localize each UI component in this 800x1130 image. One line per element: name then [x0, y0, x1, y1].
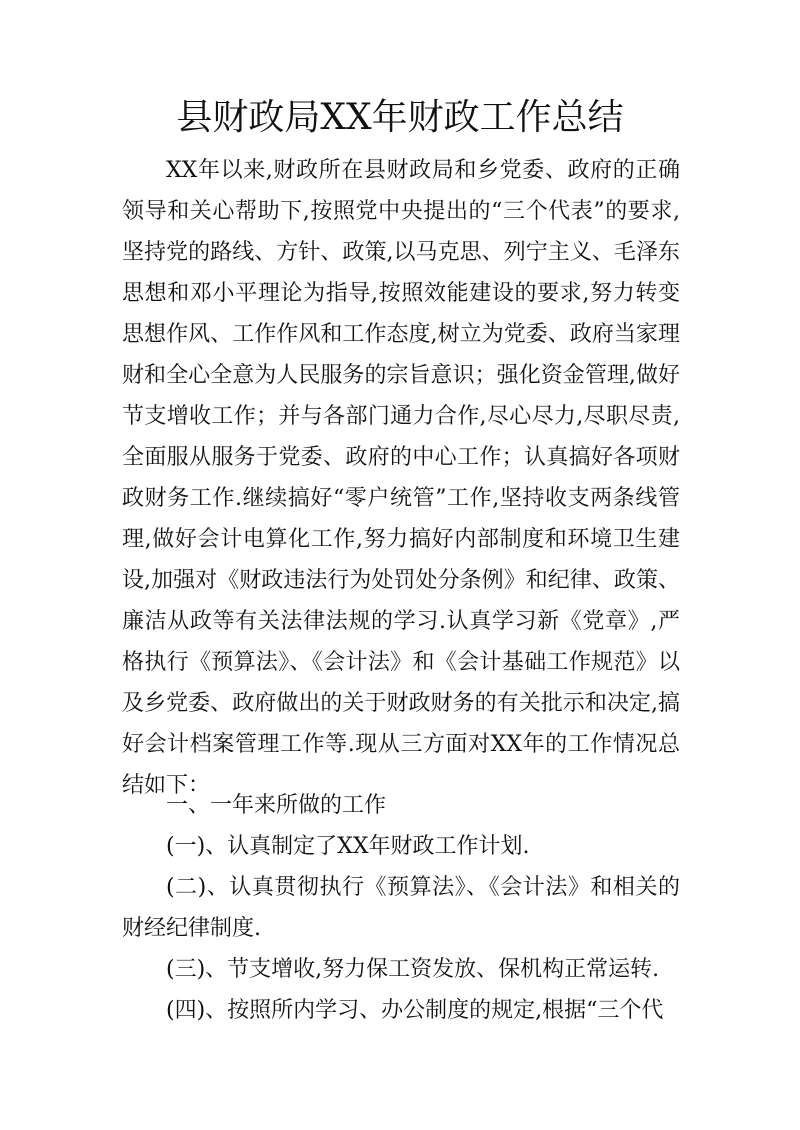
- intro-paragraph: XX年以来,财政所在县财政局和乡党委、政府的正确领导和关心帮助下,按照党中央提出的“三个代表”的要求,坚持党的路线、方针、政策,以马克思、列宁主义、毛泽东思想和邓小平理论为指导,按照效能建设的要求,努力转变思想作风、工作作风和工作态度,树立为党委、政府当家理财和全心全意为人民服务的宗旨意识；强化资金管理,做好节支增收工作；并与各部门通力合作,尽心尽力,尽职尽责,全面服从服务于党委、政府的中心工作；认真搞好各项财政财务工作.继续搞好“零户统管”工作,坚持收支两条线管理,做好会计电算化工作,努力搞好内部制度和环境卫生建设,加强对《财政违法行为处罚处分条例》和纪律、政策、廉洁从政等有关法律法规的学习.认真学习新《党章》,严格执行《预算法》、《会计法》和《会计基础工作规范》以及乡党委、政府做出的关于财政财务的有关批示和决定,搞好会计档案管理工作等.现从三方面对XX年的工作情况总结如下：: [122, 158, 680, 798]
- section-heading: 一、一年来所做的工作: [166, 793, 387, 818]
- list-item: (四)、按照所内学习、办公制度的规定,根据“三个代: [166, 998, 664, 1023]
- list-item: (二)、认真贯彻执行《预算法》、《会计法》和相关的财经纪律制度.: [122, 875, 680, 941]
- document-title: 县财政局XX年财政工作总结: [176, 97, 624, 138]
- list-item: (一)、认真制定了XX年财政工作计划.: [166, 834, 530, 859]
- list-item: (三)、节支增收,努力保工资发放、保机构正常运转.: [166, 957, 660, 982]
- intro-section: [122, 150, 680, 806]
